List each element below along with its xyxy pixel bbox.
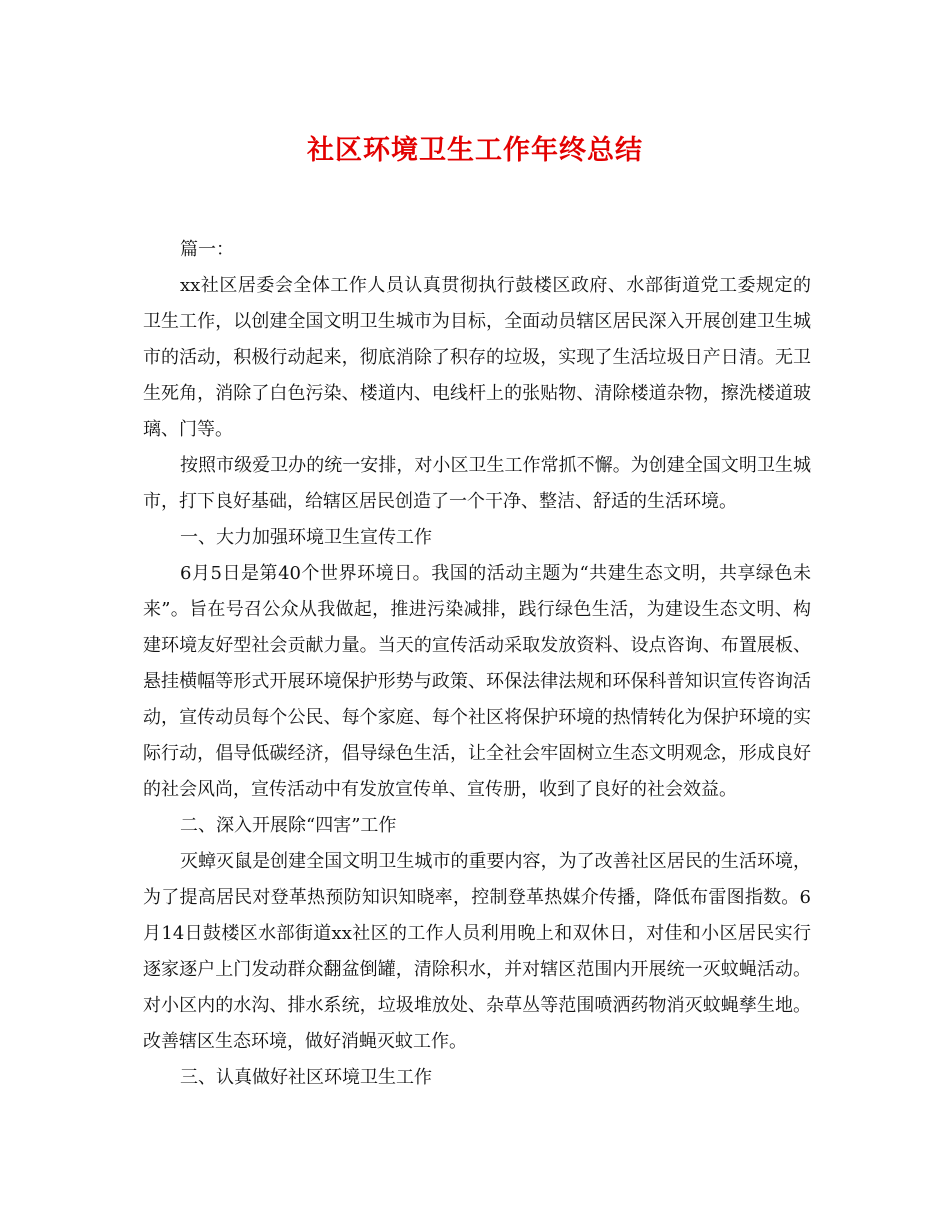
paragraph: 灭蟑灭鼠是创建全国文明卫生城市的重要内容，为了改善社区居民的生活环境，为了提高居民对登革热预防知识知晓率，控制登革热媒介传播，降低布雷图指数。6月14日鼓楼区水部街道xx社区的工作人员利用晚上和双休日，对佳和小区居民实行逐家逐户上门发动群众翻盆倒罐，清除积水，并对辖区范围内开展统一灭蚊蝇活动。对小区内的水沟、排水系统，垃圾堆放处、杂草丛等范围喷洒药物消灭蚊蝇孳生地。改善辖区生态环境，做好消蝇灭蚊工作。 bbox=[143, 851, 811, 1052]
paragraph: 6月5日是第40个世界环境日。我国的活动主题为“共建生态文明，共享绿色未来”。旨在号召公众从我做起，推进污染减排，践行绿色生活，为建设生态文明、构建环境友好型社会贡献力量。当天的宣传活动采取发放资料、设点咨询、布置展板、悬挂横幅等形式开展环境保护形势与政策、环保法律法规和环保科普知识宣传咨询活动，宣传动员每个公民、每个家庭、每个社区将保护环境的热情转化为保护环境的实际行动，倡导低碳经济，倡导绿色生活，让全社会牢固树立生态文明观念，形成良好的社会风尚，宣传活动中有发放宣传单、宣传册，收到了良好的社会效益。 bbox=[143, 563, 811, 800]
section-heading: 三、认真做好社区环境卫生工作 bbox=[180, 1067, 432, 1088]
section-heading: 一、大力加强环境卫生宣传工作 bbox=[180, 527, 432, 548]
section-heading: 二、深入开展除“四害”工作 bbox=[180, 815, 397, 836]
paragraph: 按照市级爱卫办的统一安排，对小区卫生工作常抓不懈。为创建全国文明卫生城市，打下良好基础，给辖区居民创造了一个干净、整洁、舒适的生活环境。 bbox=[143, 455, 811, 512]
document-body bbox=[143, 232, 811, 1096]
paragraph: xx社区居委会全体工作人员认真贯彻执行鼓楼区政府、水部街道党工委规定的卫生工作，以创建全国文明卫生城市为目标，全面动员辖区居民深入开展创建卫生城市的活动，积极行动起来，彻底消除了积存的垃圾，实现了生活垃圾日产日清。无卫生死角，消除了白色污染、楼道内、电线杆上的张贴物、清除楼道杂物，擦洗楼道玻璃、门等。 bbox=[143, 275, 811, 440]
section-label: 篇一： bbox=[180, 239, 234, 260]
document-title: 社区环境卫生工作年终总结 bbox=[307, 135, 643, 166]
